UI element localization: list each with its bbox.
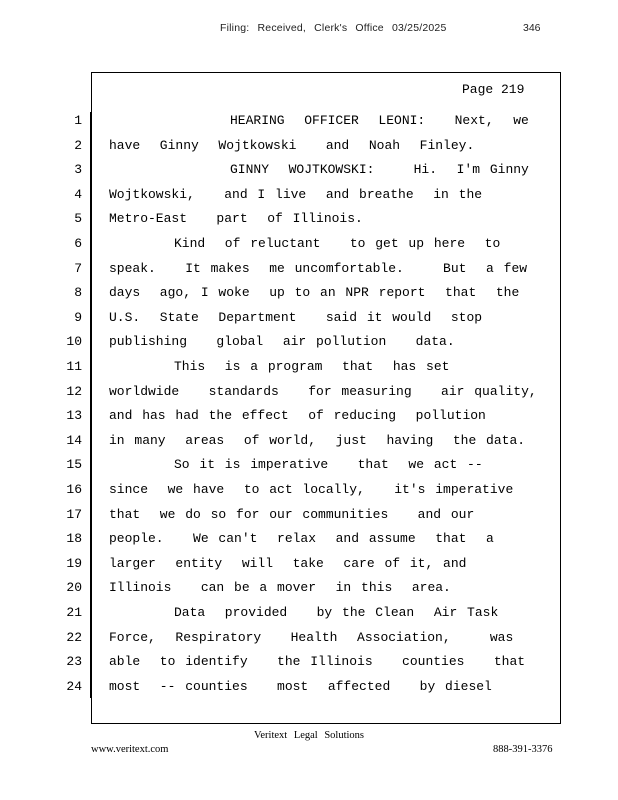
transcript-line-text: since we have to act locally, it's imperative <box>109 482 514 497</box>
line-number: 10 <box>66 334 82 349</box>
line-number: 19 <box>66 556 82 571</box>
transcript-line-text: Metro-East part of Illinois. <box>109 211 363 226</box>
transcript-line-text: and has had the effect of reducing pollution <box>109 408 486 423</box>
line-number: 11 <box>66 359 82 374</box>
transcript-line-text: So it is imperative that we act -- <box>174 457 483 472</box>
transcript-line-text: Force, Respiratory Health Association, was <box>109 630 514 645</box>
line-number: 8 <box>74 285 82 300</box>
line-number: 20 <box>66 580 82 595</box>
line-number: 5 <box>74 211 82 226</box>
line-number-rule <box>90 112 91 698</box>
line-number: 15 <box>66 457 82 472</box>
transcript-line-text: HEARING OFFICER LEONI: Next, we <box>230 113 529 128</box>
transcript-line-text: Kind of reluctant to get up here to <box>174 236 501 251</box>
line-number: 12 <box>66 384 82 399</box>
line-number: 18 <box>66 531 82 546</box>
transcript-line-text: speak. It makes me uncomfortable. But a few <box>109 261 528 276</box>
filing-header <box>0 22 618 38</box>
transcript-line-text: in many areas of world, just having the data. <box>109 433 526 448</box>
footer-phone: 888-391-3376 <box>493 744 553 755</box>
transcript-line-text: most -- counties most affected by diesel <box>109 679 492 694</box>
line-number: 6 <box>74 236 82 251</box>
transcript-line-text: Illinois can be a mover in this area. <box>109 580 451 595</box>
transcript-line-text: U.S. State Department said it would stop <box>109 310 483 325</box>
line-number: 14 <box>66 433 82 448</box>
footer-company: Veritext Legal Solutions <box>253 730 365 741</box>
transcript-line-text: Wojtkowski, and I live and breathe in the <box>109 187 483 202</box>
line-number: 23 <box>66 654 82 669</box>
transcript-line-text: larger entity will take care of it, and <box>109 556 467 571</box>
footer-website: www.veritext.com <box>91 744 169 755</box>
line-number: 22 <box>66 630 82 645</box>
line-number: 24 <box>66 679 82 694</box>
transcript-line-text: Data provided by the Clean Air Task <box>174 605 499 620</box>
transcript-line-text: able to identify the Illinois counties that <box>109 654 526 669</box>
line-number: 17 <box>66 507 82 522</box>
transcript-line-text: have Ginny Wojtkowski and Noah Finley. <box>109 138 475 153</box>
line-number: 2 <box>74 138 82 153</box>
line-number: 7 <box>74 261 82 276</box>
sheet-number: 346 <box>523 22 541 34</box>
transcript-line-text: GINNY WOJTKOWSKI: Hi. I'm Ginny <box>230 162 529 177</box>
line-number: 1 <box>74 113 82 128</box>
page-label: Page 219 <box>462 82 525 97</box>
transcript-line-text: publishing global air pollution data. <box>109 334 455 349</box>
transcript-line-text: days ago, I woke up to an NPR report that the <box>109 285 520 300</box>
line-number: 16 <box>66 482 82 497</box>
line-number: 4 <box>74 187 82 202</box>
line-number: 3 <box>74 162 82 177</box>
transcript-line-text: worldwide standards for measuring air quality, <box>109 384 537 399</box>
transcript-line-text: that we do so for our communities and our <box>109 507 475 522</box>
line-number: 13 <box>66 408 82 423</box>
line-number: 9 <box>74 310 82 325</box>
transcript-line-text: people. We can't relax and assume that a <box>109 531 494 546</box>
line-number: 21 <box>66 605 82 620</box>
filing-stamp: Filing: Received, Clerk's Office 03/25/2025 <box>220 22 447 34</box>
transcript-line-text: This is a program that has set <box>174 359 450 374</box>
